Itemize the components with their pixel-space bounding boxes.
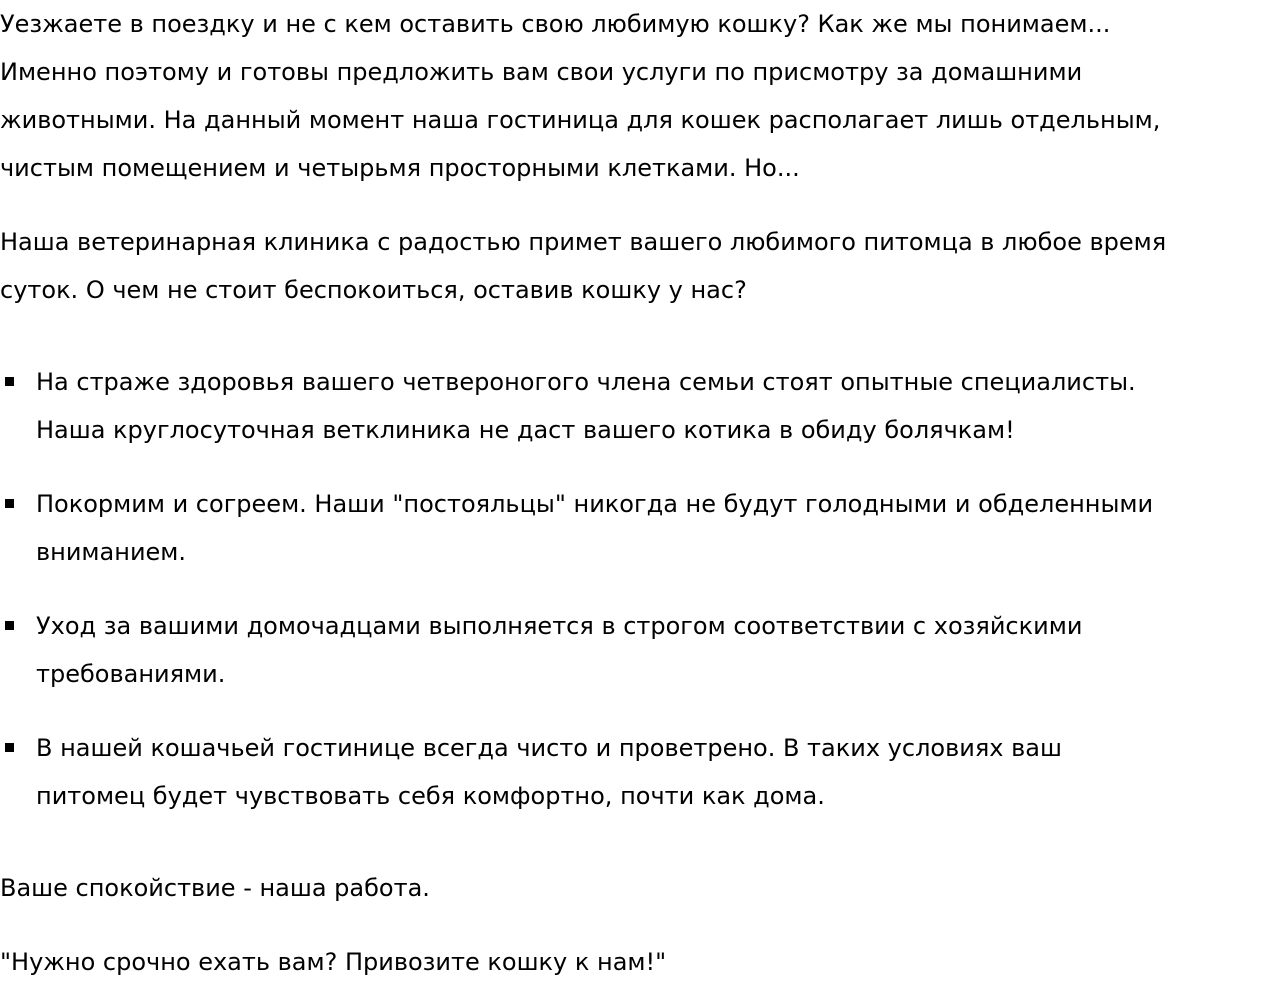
intro-line: Именно поэтому и готовы предложить вам свои услуги по присмотру за домашними [0, 58, 1083, 86]
list-item [0, 724, 1270, 820]
clinic-paragraph [0, 218, 1166, 314]
clinic-line: суток. О чем не стоит беспокоиться, оставив кошку у нас? [0, 276, 747, 304]
list-item [0, 602, 1270, 698]
intro-line: Уезжаете в поездку и не с кем оставить свою любимую кошку? Как же мы понимаем... [0, 10, 1111, 38]
intro-line: животными. На данный момент наша гостиница для кошек располагает лишь отдельным, [0, 106, 1161, 134]
list-item [0, 480, 1270, 576]
square-bullet-icon [5, 621, 14, 630]
closing-line-2: "Нужно срочно ехать вам? Привозите кошку к нам!" [0, 948, 667, 976]
benefits-list [0, 358, 1270, 846]
list-item-line: требованиями. [36, 660, 226, 688]
clinic-line: Наша ветеринарная клиника с радостью примет вашего любимого питомца в любое время [0, 228, 1167, 256]
square-bullet-icon [5, 499, 14, 508]
list-item [0, 358, 1270, 454]
list-item-line: В нашей кошачьей гостинице всегда чисто и проветрено. В таких условиях ваш [36, 734, 1062, 762]
list-item-line: вниманием. [36, 538, 187, 566]
closing-line-1: Ваше спокойствие - наша работа. [0, 874, 430, 902]
list-item-line: Наша круглосуточная ветклиника не даст вашего котика в обиду болячкам! [36, 416, 1015, 444]
square-bullet-icon [5, 743, 14, 752]
list-item-line: питомец будет чувствовать себя комфортно, почти как дома. [36, 782, 825, 810]
list-item-line: Уход за вашими домочадцами выполняется в строгом соответствии с хозяйскими [36, 612, 1083, 640]
list-item-line: На страже здоровья вашего четвероногого члена семьи стоят опытные специалисты. [36, 368, 1136, 396]
list-item-line: Покормим и согреем. Наши "постояльцы" никогда не будут голодными и обделенными [36, 490, 1154, 518]
intro-line: чистым помещением и четырьмя просторными клетками. Но... [0, 154, 800, 182]
intro-paragraph [0, 0, 1160, 192]
square-bullet-icon [5, 377, 14, 386]
